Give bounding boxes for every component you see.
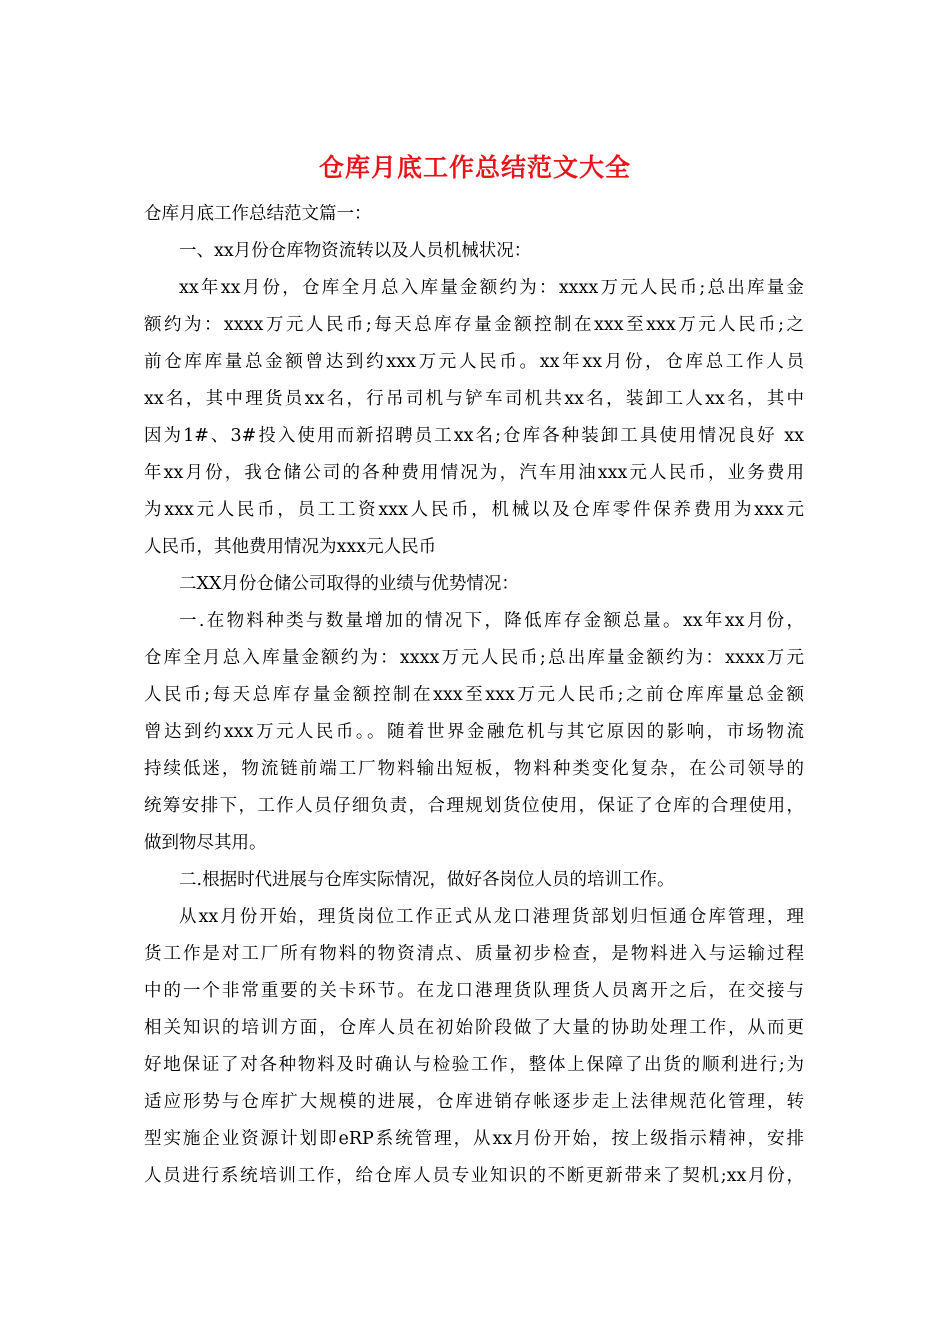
paragraph-line: 因为1#、3#投入使用而新招聘员工xx名;仓库各种装卸工具使用情况良好 xx [144,426,804,446]
paragraph-line: 持续低迷，物流链前端工厂物料输出短板，物料种类变化复杂，在公司领导的 [144,759,804,779]
paragraph-line: xx年xx月份，仓库全月总入库量金额约为：xxxx万元人民币;总出库量金 [179,278,804,298]
paragraph-line: 一.在物料种类与数量增加的情况下，降低库存金额总量。xx年xx月份， [179,611,804,631]
paragraph-line: 年xx月份，我仓储公司的各种费用情况为，汽车用油xxx元人民币，业务费用 [144,463,804,483]
document-body [144,196,804,1195]
paragraph-heading: 一、xx月份仓库物资流转以及人员机械状况： [179,241,532,261]
paragraph-line: 额约为：xxxx万元人民币;每天总库存量金额控制在xxx至xxx万元人民币;之 [144,315,804,335]
paragraph-line: 好地保证了对各种物料及时确认与检验工作，整体上保障了出货的顺利进行;为 [144,1055,804,1075]
paragraph-line: 曾达到约xxx万元人民币。。随着世界金融危机与其它原因的影响，市场物流 [144,722,804,742]
paragraph-line: 为xxx元人民币，员工工资xxx人民币，机械以及仓库零件保养费用为xxx元 [144,500,804,520]
paragraph-heading: 二XX月份仓储公司取得的业绩与优势情况： [179,574,519,594]
paragraph-line: 统筹安排下，工作人员仔细负责，合理规划货位使用，保证了仓库的合理使用， [144,796,804,816]
section-heading: 仓库月底工作总结范文篇一： [144,204,372,224]
paragraph-line: 人民币，其他费用情况为xxx元人民币 [144,537,437,557]
paragraph-line: 中的一个非常重要的关卡环节。在龙口港理货队理货人员离开之后，在交接与 [144,981,804,1001]
paragraph-line: 仓库全月总入库量金额约为：xxxx万元人民币;总出库量金额约为：xxxx万元 [144,648,804,668]
paragraph-line: 从xx月份开始，理货岗位工作正式从龙口港理货部划归恒通仓库管理，理 [179,907,804,927]
paragraph-line: 适应形势与仓库扩大规模的进展，仓库进销存帐逐步走上法律规范化管理，转 [144,1092,804,1112]
paragraph-line: 货工作是对工厂所有物料的物资清点、质量初步检查，是物料进入与运输过程 [144,944,804,964]
paragraph-line: 型实施企业资源计划即eRP系统管理，从xx月份开始，按上级指示精神，安排 [144,1129,804,1149]
document-title: 仓库月底工作总结范文大全 [318,153,631,182]
paragraph-line: xx名，其中理货员xx名，行吊司机与铲车司机共xx名，装卸工人xx名，其中 [144,389,804,409]
paragraph-line: 人民币;每天总库存量金额控制在xxx至xxx万元人民币;之前仓库库量总金额 [144,685,804,705]
paragraph-line: 前仓库库量总金额曾达到约xxx万元人民币。xx年xx月份，仓库总工作人员 [144,352,804,372]
paragraph-line: 做到物尽其用。 [144,833,267,853]
paragraph-heading: 二.根据时代进展与仓库实际情况，做好各岗位人员的培训工作。 [179,870,675,890]
paragraph-line: 相关知识的培训方面，仓库人员在初始阶段做了大量的协助处理工作，从而更 [144,1018,804,1038]
paragraph-line: 人员进行系统培训工作，给仓库人员专业知识的不断更新带来了契机;xx月份， [144,1166,804,1186]
